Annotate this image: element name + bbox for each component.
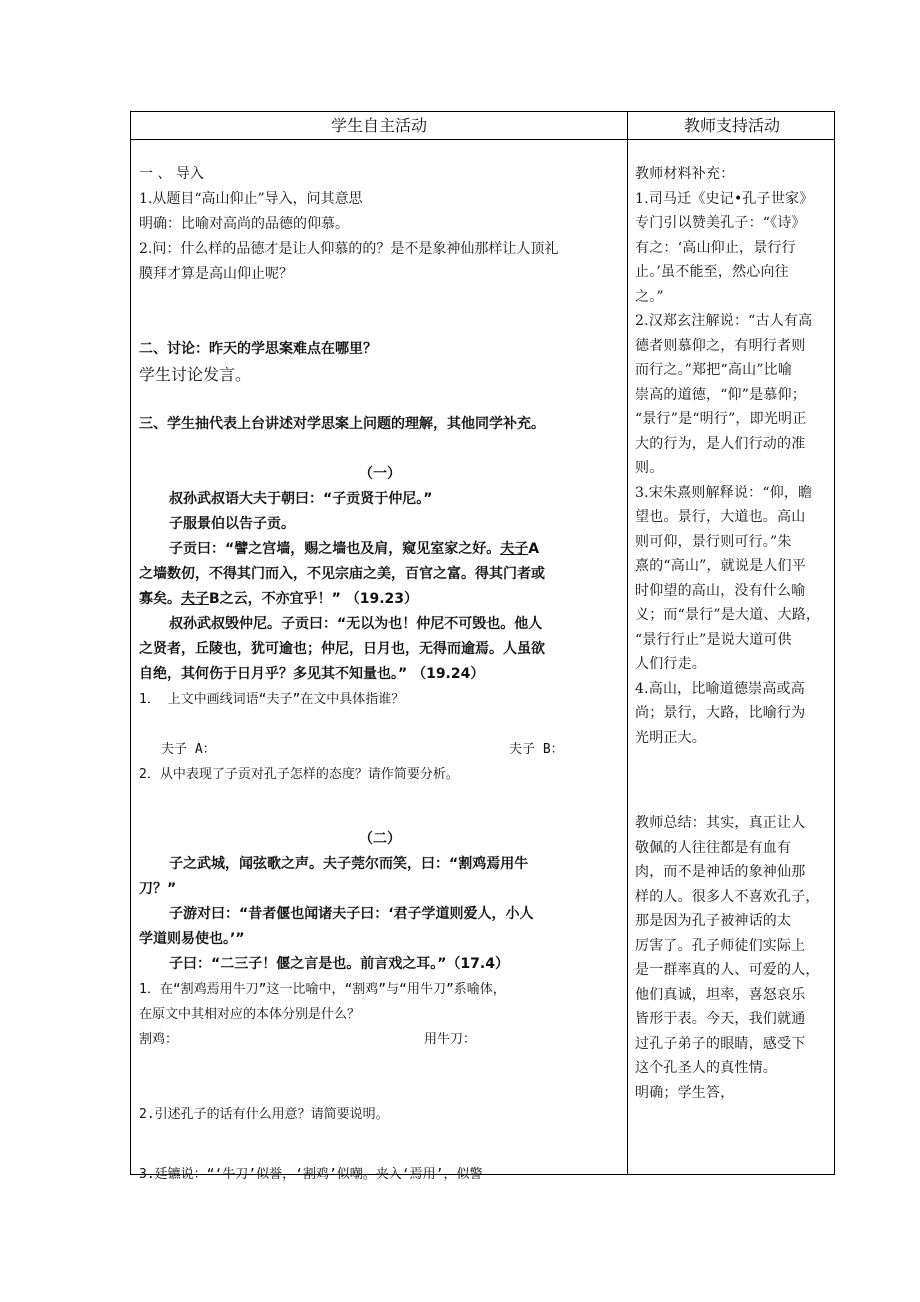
text-line: 学道则易使也。’” [139,931,245,947]
text-fragment: 子贡曰：“譬之宫墙，赐之墙也及肩，窥见室家之好。 [169,541,501,557]
text-line: 自绝，其何伤于日月乎？多见其不知量也。” （19.24） [139,666,485,682]
question-line: 2.引述孔子的话有什么用意？请简要说明。 [139,1107,389,1122]
answer-label: 用牛刀： [424,1032,477,1047]
answer-row [139,1027,621,1052]
text-line: 是一群率真的人、可爱的人， [635,962,820,978]
text-line: 义；而“景行”是大道、大路， [635,607,821,623]
text-line: 叔孙武叔语大夫于朝曰：“子贡贤于仲尼。” [169,491,433,507]
column-divider [627,112,628,1174]
text-line: 样的人。很多人不喜欢孔子， [635,888,820,905]
question-line: 1． 上文中画线词语“夫子”在文中具体指谁？ [139,692,405,707]
answer-a-label: 夫子 A： [161,742,216,757]
section-3-title: 三、学生抽代表上台讲述对学思案上问题的理解，其他同学补充。 [139,416,545,432]
text-line: 那是因为孔子被神话的太 [635,913,792,929]
text-line: 专门引以赞美孔子：“《诗》 [635,215,806,231]
answer-b-label: 夫子 B： [509,742,564,757]
text-line: 望也。景行，大道也。高山 [635,509,806,525]
text-line: 教师总结：其实，真正让人 [635,815,806,831]
text-line: 2.问：什么样的品德才是让人仰慕的的？是不是象神仙那样让人顶礼 [139,241,559,257]
text-line: 之。” [635,288,664,305]
student-column [139,162,621,1187]
passage-2-title: （二） [359,831,401,847]
text-line: 这个孔圣人的真性情。 [635,1060,777,1076]
text-line: 崇高的道德，“仰”是慕仰； [635,386,806,403]
answer-row [139,737,621,762]
text-line: 肉，而不是神话的象神仙那 [635,864,806,880]
text-line: 叔孙武叔毁仲尼。子贡曰：“无以为也！仲尼不可毁也。他人 [169,616,543,632]
question-line: 3.廷镳说：“‘牛刀’似誉，‘割鸡’似嘲。夹入‘焉用’，似警 [139,1167,483,1182]
section-2-title: 二、讨论：昨天的学思案难点在哪里？ [139,341,377,357]
text-line: 教师材料补充： [635,166,735,182]
answer-label: 割鸡： [139,1032,179,1047]
text-line: 止。’虽不能至，然心向往 [635,264,789,280]
text-line: 厉害了。孔子师徒们实际上 [635,937,806,954]
text-line: 膜拜才算是高山仰止呢？ [139,266,293,282]
text-line: 德者则慕仰之，有明行者则 [635,337,806,354]
text-line: 子服景伯以告子贡。 [169,516,295,532]
text-line: 过孔子弟子的眼睛，感受下 [635,1035,806,1052]
text-line: “景行”是“明行”，即光明正 [635,411,807,427]
text-line: 而行之。”郑把“高山”比喻 [635,362,793,378]
text-line: 之墙数仞，不得其门而入，不见宗庙之美，百官之富。得其门者或 [139,566,545,582]
text-line: 皆形于表。今天，我们就通 [635,1011,806,1027]
text-line: 敬佩的人往往都是有血有 [635,839,792,856]
text-fragment: B之云，不亦宜乎！” （19.23） [209,591,419,607]
text-line: 1.从题目“高山仰止”导入，问其意思 [139,191,363,207]
text-line: 之贤者，丘陵也，犹可逾也；仲尼，日月也，无得而逾焉。人虽欲 [139,641,545,657]
text-line: 子曰：“二三子！偃之言是也。前言戏之耳。”（17.4） [169,956,509,972]
lesson-table [130,111,835,1182]
text-line: 大的行为，是人们行动的准 [635,435,806,452]
underlined-term: 夫子 [181,591,209,607]
question-line: 2．从中表现了子贡对孔子怎样的态度？请作简要分析。 [139,767,459,782]
text-line: 则。 [635,460,664,476]
header-teacher-activity: 教师支持活动 [683,116,780,135]
passage-1-title: （一） [359,466,401,482]
text-line: “景行行止”是说大道可供 [635,631,792,648]
text-line: 熹的“高山”，就说是人们平 [635,558,806,574]
text-line: 明确：比喻对高尚的品德的仰慕。 [139,216,349,232]
header-divider [131,139,834,140]
text-line [139,537,621,562]
header-student-activity: 学生自主活动 [330,116,427,135]
text-line: 他们真诚，坦率，喜怒哀乐 [635,986,806,1003]
teacher-column [635,162,827,1105]
text-line: 3.宋朱熹则解释说：“仰，瞻 [635,484,813,501]
text-line: 人们行走。 [635,656,706,672]
text-line [139,587,621,612]
section-1-title: 一 、 导入 [139,166,204,182]
text-line: 明确；学生答， [635,1084,735,1101]
text-line: 4.高山，比喻道德崇高或高 [635,680,805,697]
question-line: 在原文中其相对应的本体分别是什么？ [139,1007,361,1022]
underlined-term: 夫子 [500,541,529,557]
text-line: 2.汉郑玄注解说：“古人有高 [635,313,813,329]
text-fragment: 寡矣。 [139,591,181,607]
text-line: 刀？” [139,881,177,897]
text-line: 时仰望的高山，没有什么喻 [635,582,806,599]
text-line: 子之武城，闻弦歌之声。夫子莞尔而笑，曰：“割鸡焉用牛 [169,856,529,872]
question-line: 1．在“割鸡焉用牛刀”这一比喻中，“割鸡”与“用牛刀”系喻体， [139,982,506,997]
text-line: 光明正大。 [635,729,706,746]
text-line: 子游对曰：“昔者偃也闻诸夫子曰：‘君子学道则爱人，小人 [169,906,534,922]
text-line: 1.司马迁《史记•孔子世家》 [635,190,814,207]
text-line: 学生讨论发言。 [139,365,252,384]
text-line: 尚；景行，大路，比喻行为 [635,705,806,721]
text-line: 有之：‘高山仰止，景行行 [635,239,796,256]
text-fragment: A [528,541,540,557]
text-line: 则可仰，景行则可行。”朱 [635,533,792,550]
